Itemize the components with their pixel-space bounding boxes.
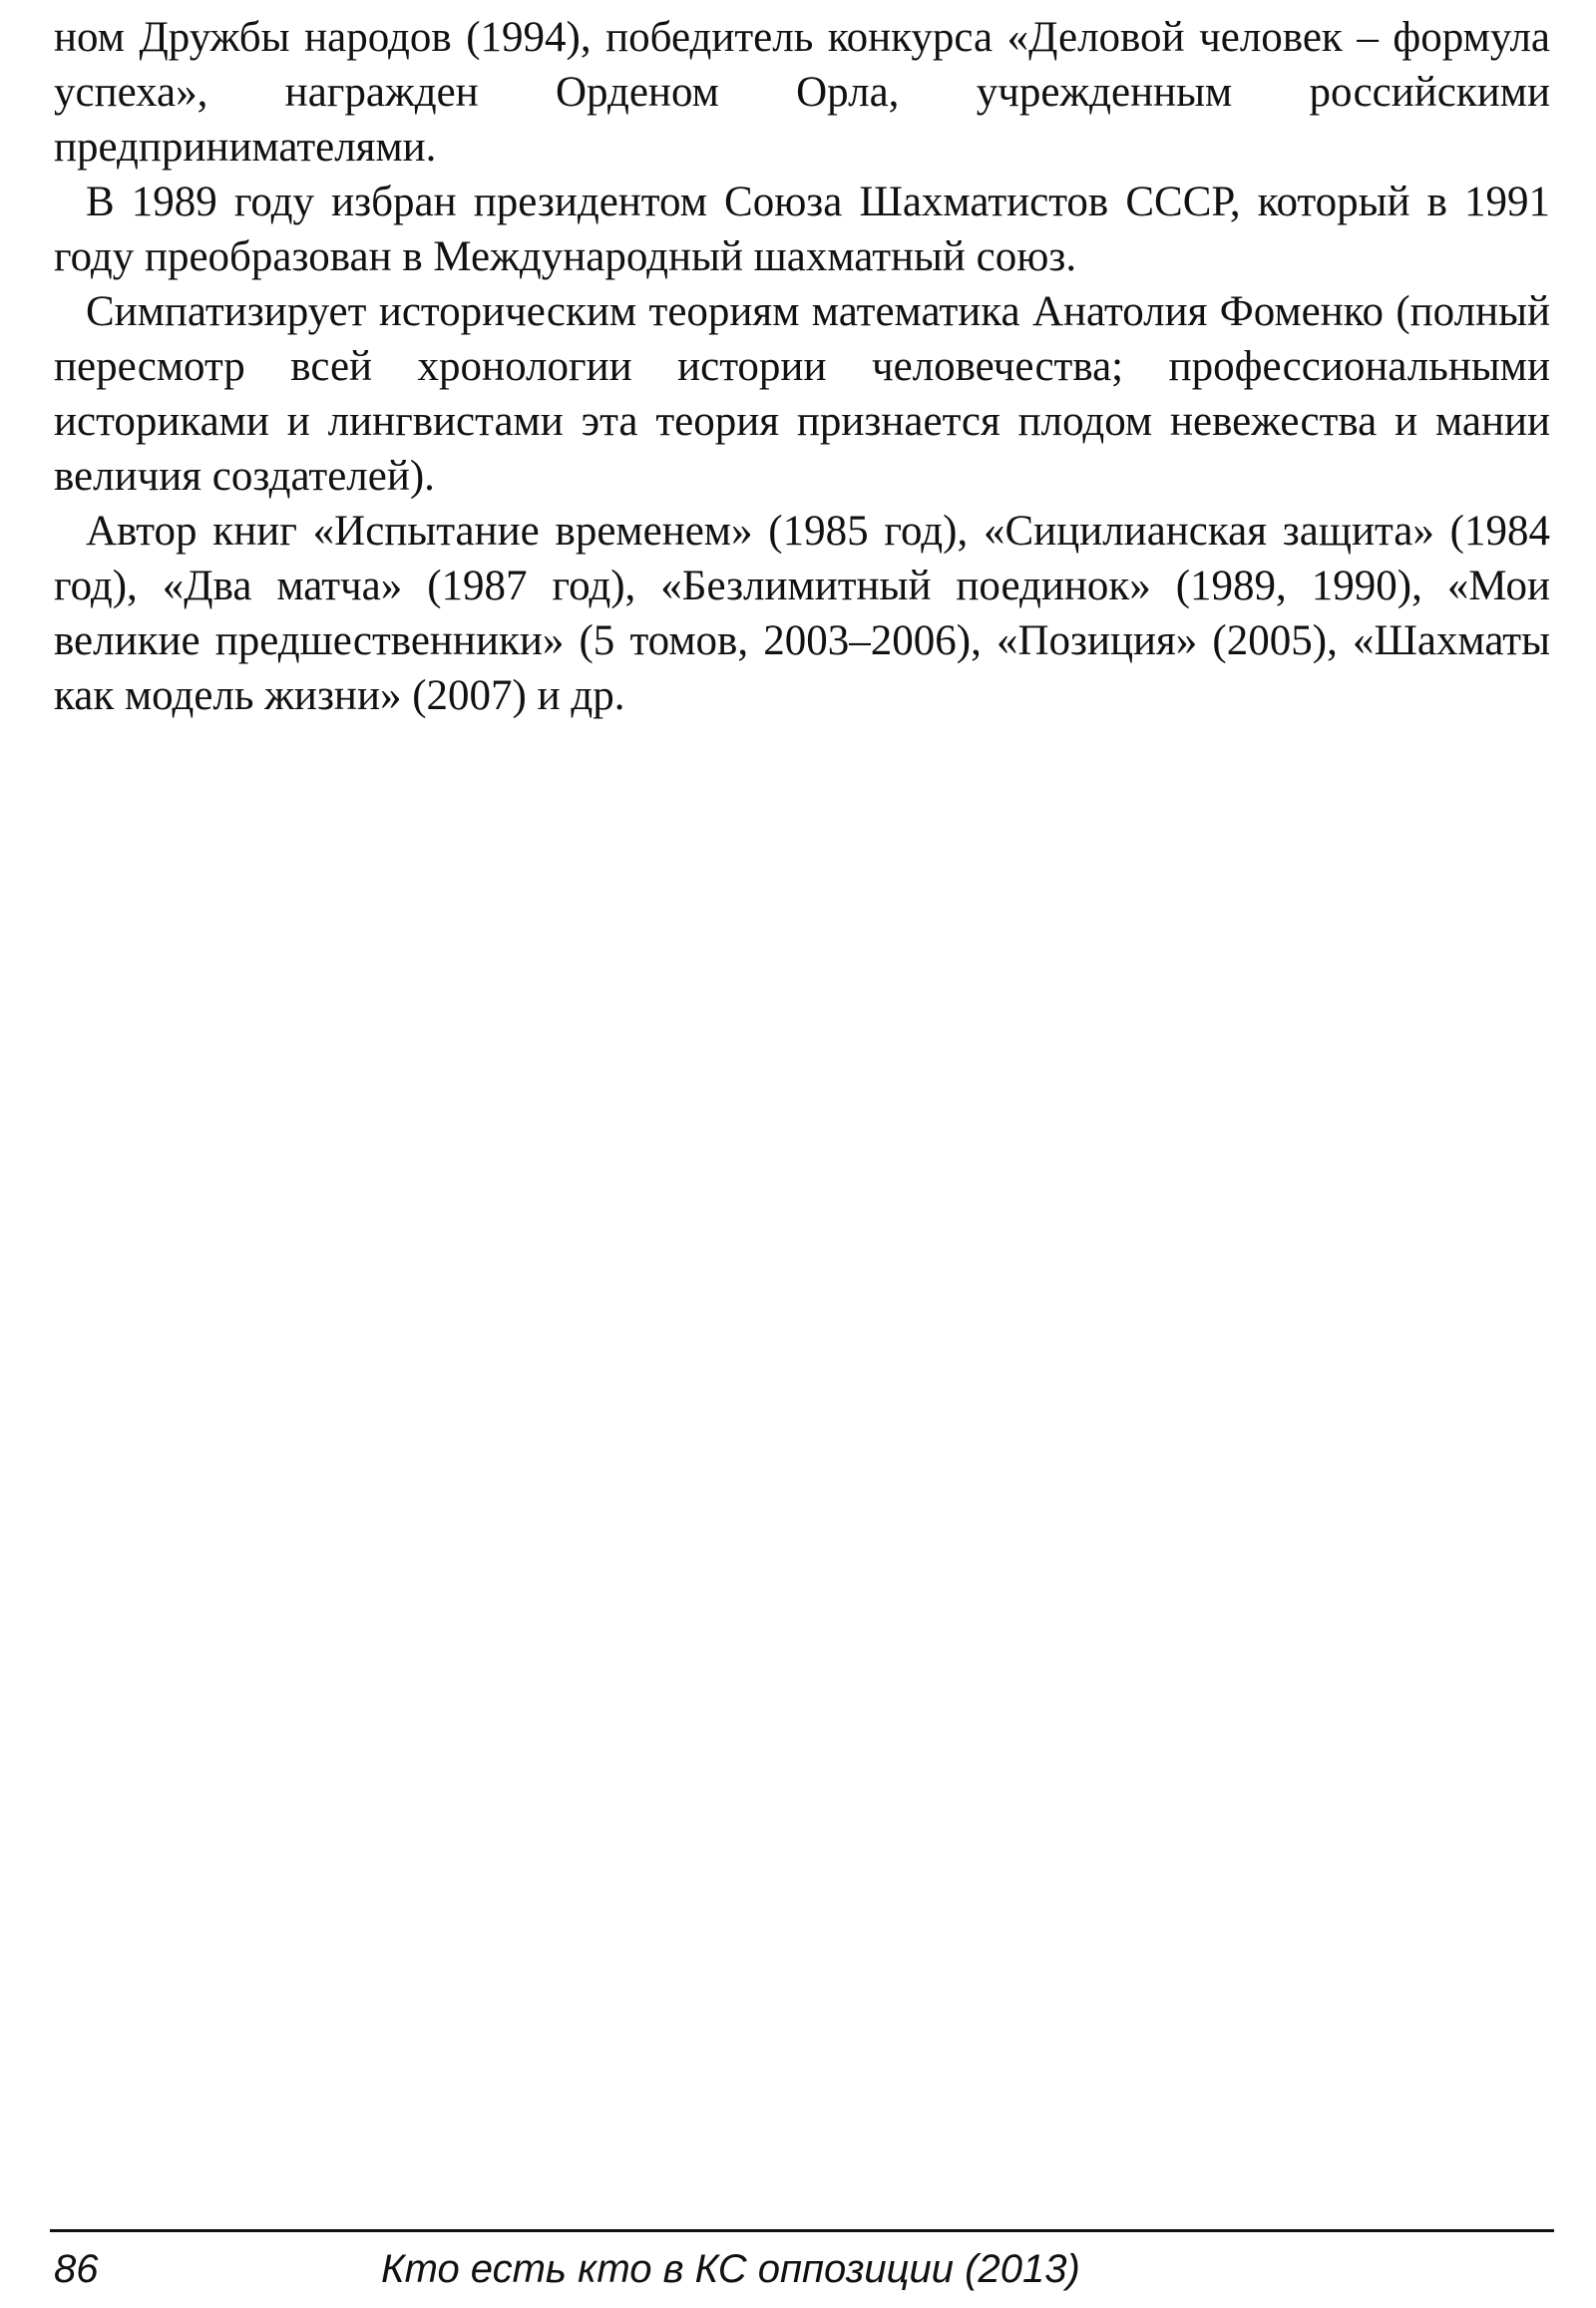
- paragraph-continuation: ном Дружбы народов (1994), победитель конкурса «Деловой человек – формула успеха», награжден Орденом Орла, учрежденным российскими предпринимателями.: [54, 14, 1550, 171]
- running-title: Кто есть кто в КС оппозиции (2013): [381, 2247, 1080, 2291]
- footer-divider: [50, 2229, 1554, 2232]
- page-body: [54, 10, 1550, 723]
- page-footer: [50, 2234, 1554, 2304]
- page-number: 86: [54, 2247, 99, 2291]
- paragraph-chess-union: В 1989 году избран президентом Союза Шахматистов СССР, который в 1991 году преобразован в Международный шахматный союз.: [54, 179, 1550, 280]
- paragraph-fomenko: Симпатизирует историческим теориям математика Анатолия Фоменко (полный пересмотр всей хронологии истории человечества; профессиональными историками и лингвистами эта теория признается плодом невежества и мании величия создателей).: [54, 288, 1550, 500]
- paragraph-books: Автор книг «Испытание временем» (1985 год), «Сицилианская защита» (1984 год), «Два матча» (1987 год), «Безлимитный поединок» (1989, 1990), «Мои великие предшественники» (5 томов, 2003–2006), «Позиция» (2005), «Шахматы как модель жизни» (2007) и др.: [54, 508, 1550, 719]
